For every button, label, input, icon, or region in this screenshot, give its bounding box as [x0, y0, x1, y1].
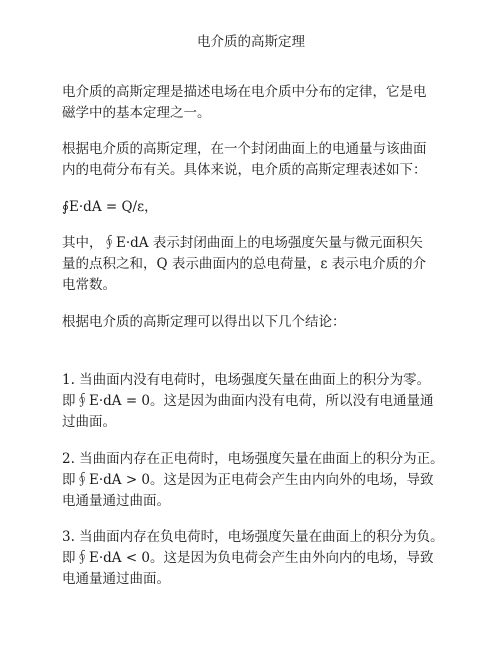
text-line: 磁学中的基本定理之一。	[62, 105, 211, 121]
text-line: 电通量通过曲面。	[62, 571, 170, 587]
formula-line: ∮E·dA = Q/ε，	[62, 199, 158, 215]
conclusion-1-paragraph	[62, 370, 440, 433]
text-line: 即∮E·dA = 0。这是因为曲面内没有电荷，所以没有电通量通	[62, 393, 434, 409]
text-line: 电通量通过曲面。	[62, 493, 170, 509]
text-line: 其中，∮E·dA 表示封闭曲面上的电场强度矢量与微元面积矢	[62, 235, 423, 251]
conclusion-2-paragraph	[62, 449, 444, 512]
document-title: 电介质的高斯定理	[197, 34, 305, 50]
text-line: 内的电荷分布有关。具体来说，电介质的高斯定理表述如下：	[62, 162, 427, 178]
text-line: 2. 当曲面内存在正电荷时，电场强度矢量在曲面上的积分为正。	[62, 451, 444, 467]
text-line: 1. 当曲面内没有电荷时，电场强度矢量在曲面上的积分为零。	[62, 372, 431, 388]
text-line: 3. 当曲面内存在负电荷时，电场强度矢量在曲面上的积分为负。	[62, 529, 444, 545]
text-line: 即∮E·dA > 0。这是因为正电荷会产生由内向外的电场，导致	[62, 472, 434, 488]
text-line: 过曲面。	[62, 414, 116, 430]
explanation-paragraph	[62, 233, 440, 296]
conclusions-intro-paragraph	[62, 312, 440, 333]
theorem-context-paragraph	[62, 139, 440, 181]
text-line: 电介质的高斯定理是描述电场在电介质中分布的定律，它是电	[62, 84, 427, 100]
text-line: 根据电介质的高斯定理，在一个封闭曲面上的电通量与该曲面	[62, 141, 427, 157]
text-line: 根据电介质的高斯定理可以得出以下几个结论：	[62, 314, 346, 330]
intro-paragraph	[62, 82, 440, 124]
text-line: 量的点积之和，Q 表示曲面内的总电荷量，ε 表示电介质的介	[62, 256, 427, 272]
formula-paragraph	[62, 197, 440, 218]
conclusion-3-paragraph	[62, 527, 444, 590]
text-line: 即∮E·dA < 0。这是因为负电荷会产生由外向内的电场，导致	[62, 550, 434, 566]
text-line: 电常数。	[62, 277, 116, 293]
